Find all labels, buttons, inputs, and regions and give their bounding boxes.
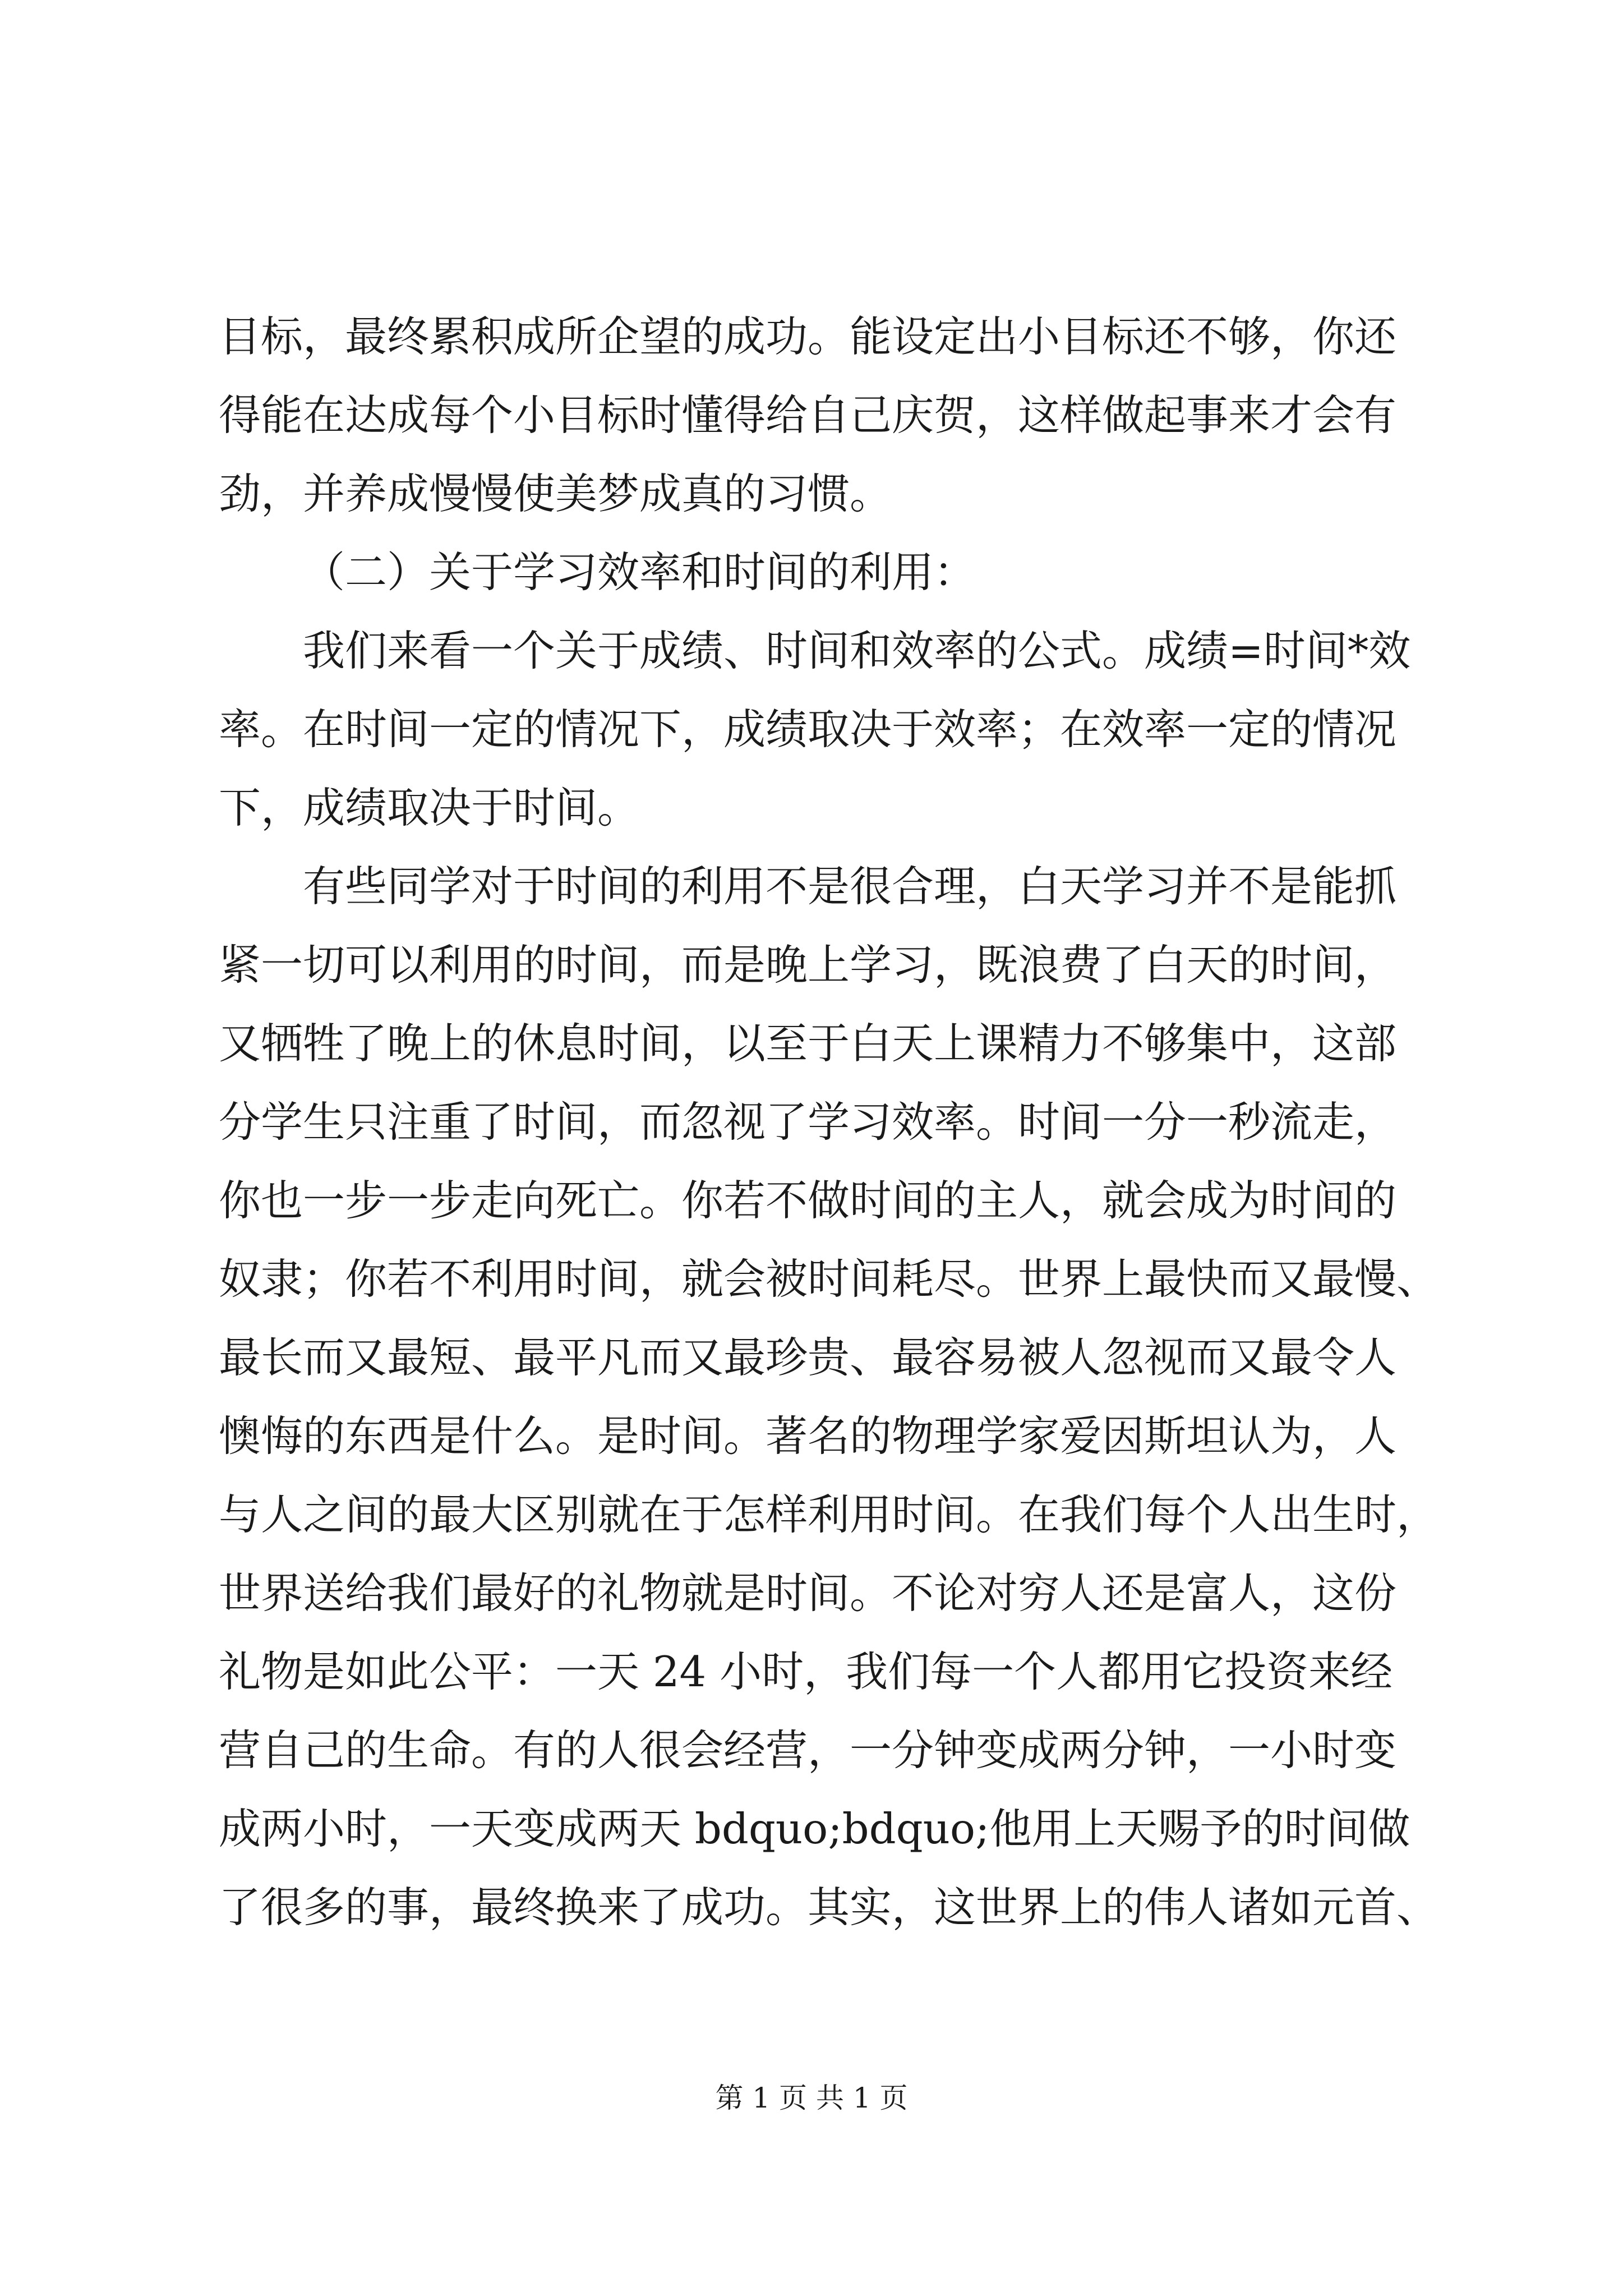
text-line: 劲，并养成慢慢使美梦成真的习惯。: [219, 469, 892, 518]
text-line: 率。在时间一定的情况下，成绩取决于效率；在效率一定的情况: [219, 705, 1397, 754]
document-body: [219, 297, 1439, 1947]
text-line: 成两小时，一天变成两天 bdquo;bdquo;他用上天赐予的时间做: [219, 1804, 1410, 1853]
text-line: 得能在达成每个小目标时懂得给自己庆贺，这样做起事来才会有: [219, 390, 1397, 440]
text-line: 奴隶；你若不利用时间，就会被时间耗尽。世界上最快而又最慢、: [219, 1254, 1439, 1304]
text-line: 目标，最终累积成所企望的成功。能设定出小目标还不够，你还: [219, 312, 1397, 361]
text-line: 我们来看一个关于成绩、时间和效率的公式。成绩=时间*效: [303, 626, 1411, 675]
paragraph-formula: [219, 611, 1424, 847]
page-footer: 第 1 页 共 1 页: [715, 2082, 908, 2114]
section-heading: （二）关于学习效率和时间的利用：: [303, 547, 976, 597]
text-line: 下，成绩取决于时间。: [219, 783, 640, 832]
text-line: 与人之间的最大区别就在于怎样利用时间。在我们每个人出生时，: [219, 1490, 1439, 1539]
text-line: 世界送给我们最好的礼物就是时间。不论对穷人还是富人，这份: [219, 1568, 1397, 1618]
text-line: 紧一切可以利用的时间，而是晚上学习，既浪费了白天的时间，: [219, 940, 1397, 990]
text-line: 分学生只注重了时间，而忽视了学习效率。时间一分一秒流走，: [219, 1097, 1397, 1147]
text-line: 礼物是如此公平：一天 24 小时，我们每一个人都用它投资来经: [219, 1647, 1393, 1696]
text-line: 了很多的事，最终换来了成功。其实，这世界上的伟人诸如元首、: [219, 1883, 1439, 1932]
text-line: 有些同学对于时间的利用不是很合理，白天学习并不是能抓: [303, 862, 1397, 911]
text-line: 又牺牲了晚上的休息时间，以至于白天上课精力不够集中，这部: [219, 1019, 1397, 1068]
paragraph-time-usage: [219, 847, 1439, 1947]
text-line: 最长而又最短、最平凡而又最珍贵、最容易被人忽视而又最令人: [219, 1333, 1397, 1382]
text-line: 懊悔的东西是什么。是时间。著名的物理学家爱因斯坦认为，人: [219, 1411, 1397, 1461]
text-line: 营自己的生命。有的人很会经营，一分钟变成两分钟，一小时变: [219, 1726, 1397, 1775]
text-line: 你也一步一步走向死亡。你若不做时间的主人，就会成为时间的: [219, 1176, 1397, 1225]
paragraph-goals: [219, 297, 1424, 533]
